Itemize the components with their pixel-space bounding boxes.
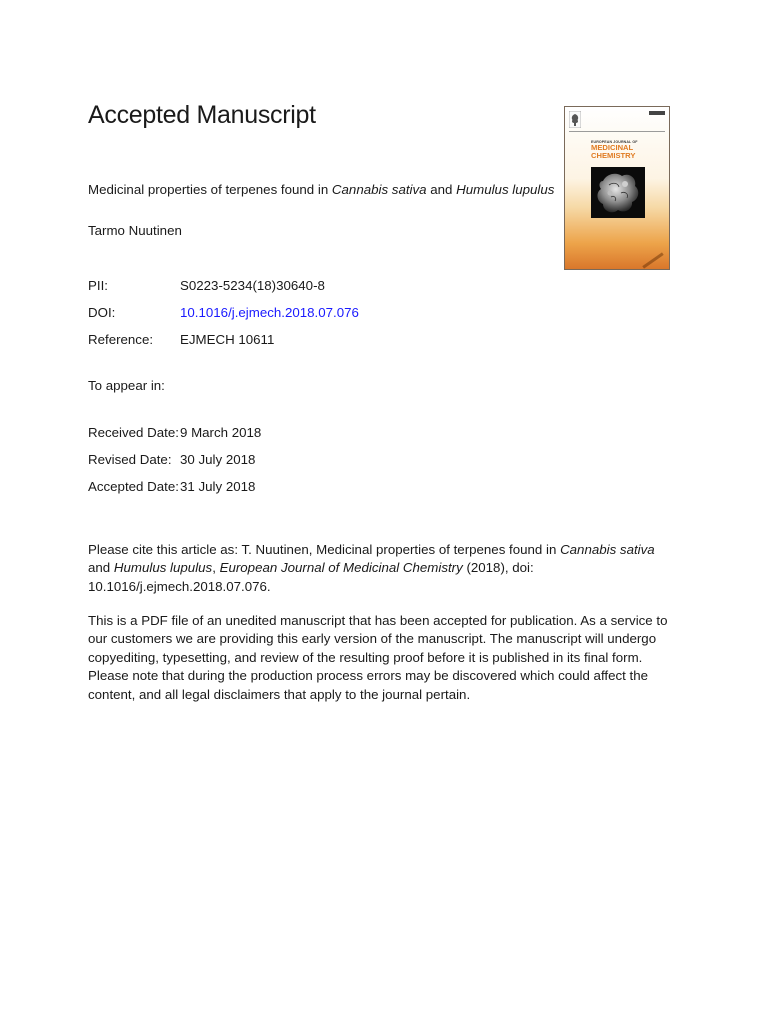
- cover-divider: [569, 131, 665, 132]
- article-title: [88, 182, 554, 197]
- author-name: Tarmo Nuutinen: [88, 223, 182, 238]
- citation-suffix: (2018), doi: 10.1016/j.ejmech.2018.07.076.: [88, 560, 534, 594]
- received-value: 9 March 2018: [180, 425, 262, 440]
- cover-journal-line2: MEDICINAL: [591, 143, 634, 152]
- species-cannabis: Cannabis sativa: [331, 182, 427, 197]
- citation-paragraph: [88, 541, 678, 596]
- pii-value: S0223-5234(18)30640-8: [180, 278, 325, 293]
- accepted-value: 31 July 2018: [180, 479, 256, 494]
- journal-cover: [564, 106, 670, 270]
- citation-comma: ,: [212, 560, 220, 576]
- cover-journal-line3: CHEMISTRY: [591, 151, 636, 160]
- accepted-label: Accepted Date:: [88, 479, 179, 494]
- revised-label: Revised Date:: [88, 452, 172, 467]
- reference-label: Reference:: [88, 332, 154, 347]
- doi-label: DOI:: [88, 305, 116, 320]
- citation-journal: European Journal of Medicinal Chemistry: [219, 560, 463, 576]
- elsevier-tree-icon: [569, 111, 581, 128]
- received-label: Received Date:: [88, 425, 179, 440]
- issn-mark: [649, 111, 665, 115]
- citation-and: and: [88, 560, 114, 576]
- reference-value: EJMECH 10611: [180, 332, 275, 347]
- pii-label: PII:: [88, 278, 108, 293]
- citation-species-humulus: Humulus lupulus: [113, 560, 213, 576]
- title-and: and: [426, 182, 457, 197]
- citation-prefix: Please cite this article as: T. Nuutinen, Medicinal properties of terpenes found in: [88, 542, 561, 557]
- page-heading: Accepted Manuscript: [88, 101, 316, 129]
- species-humulus: Humulus lupulus: [456, 182, 555, 197]
- revised-value: 30 July 2018: [180, 452, 256, 467]
- citation-species-cannabis: Cannabis sativa: [560, 542, 655, 557]
- cover-journal-line1: EUROPEAN JOURNAL OF: [591, 140, 638, 144]
- doi-link[interactable]: 10.1016/j.ejmech.2018.07.076: [180, 305, 359, 320]
- cover-footer-mark: [642, 252, 663, 268]
- disclaimer-paragraph: This is a PDF file of an unedited manuscript that has been accepted for publication. As a service to our customers we are providing this early version of the manuscript. The manuscript will undergo copyediting, typesetting, and review of the resulting proof before it is published in its final form. Please note that during the production process errors may be discovered which could affect the content, and all legal disclaimers that apply to the journal pertain.: [88, 613, 668, 702]
- appear-in-label: To appear in:: [88, 378, 165, 393]
- title-text: Medicinal properties of terpenes found in: [88, 182, 332, 197]
- cover-molecule-image: [591, 167, 645, 218]
